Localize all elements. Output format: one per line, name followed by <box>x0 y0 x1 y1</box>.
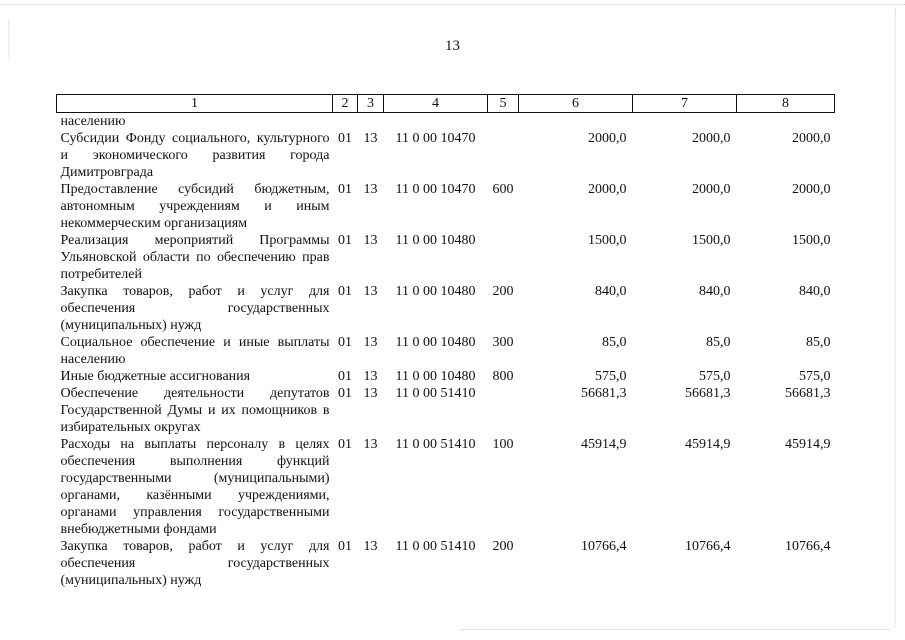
row-expense-type: 300 <box>492 335 514 350</box>
row-target-code: 11 0 00 10470 <box>395 182 476 197</box>
row-expense-type <box>488 385 519 436</box>
row-section: 01 <box>338 233 352 248</box>
row-subsection: 13 <box>363 539 378 554</box>
scan-edge-right <box>895 8 897 628</box>
table-row <box>57 283 835 334</box>
table-row <box>57 334 835 368</box>
row-subsection: 13 <box>363 131 378 146</box>
row-value-col8: 2000,0 <box>792 131 831 146</box>
row-value-col7: 85,0 <box>706 335 731 350</box>
table-row <box>57 385 835 436</box>
column-header-4: 4 <box>384 95 488 113</box>
row-target-code: 11 0 00 10470 <box>395 131 476 146</box>
row-section: 01 <box>338 335 352 350</box>
row-value-col6: 56681,3 <box>581 386 627 401</box>
row-name: Социальное обеспечение и иные выплаты населению <box>60 335 330 367</box>
row-value-col8: 85,0 <box>806 335 831 350</box>
row-value-col6 <box>519 113 633 131</box>
row-subsection: 13 <box>363 182 378 197</box>
row-target-code: 11 0 00 51410 <box>395 539 476 554</box>
row-subsection: 13 <box>363 369 378 384</box>
table-row <box>57 436 835 538</box>
row-expense-type: 200 <box>492 539 514 554</box>
row-value-col8: 1500,0 <box>792 233 831 248</box>
row-expense-type <box>488 113 519 131</box>
row-value-col8: 575,0 <box>799 369 831 384</box>
column-header-6: 6 <box>519 95 633 113</box>
row-target-code: 11 0 00 10480 <box>395 335 476 350</box>
row-section: 01 <box>338 284 352 299</box>
row-value-col6: 2000,0 <box>588 182 627 197</box>
row-target-code: 11 0 00 10480 <box>395 284 476 299</box>
row-expense-type: 100 <box>492 437 514 452</box>
row-name: Закупка товаров, работ и услуг для обеспечения государственных (муниципальных) нужд <box>60 539 330 588</box>
table-row <box>57 130 835 181</box>
row-expense-type: 600 <box>492 182 514 197</box>
table-row <box>57 113 835 131</box>
row-value-col6: 1500,0 <box>588 233 627 248</box>
budget-table <box>56 94 835 589</box>
row-expense-type: 800 <box>492 369 514 384</box>
row-value-col7: 56681,3 <box>685 386 731 401</box>
row-value-col7: 1500,0 <box>692 233 731 248</box>
row-value-col7 <box>633 113 737 131</box>
column-header-2: 2 <box>333 95 358 113</box>
row-value-col8: 45914,9 <box>785 437 831 452</box>
row-value-col7: 45914,9 <box>685 437 731 452</box>
row-value-col8: 56681,3 <box>785 386 831 401</box>
row-target-code: 11 0 00 10480 <box>395 233 476 248</box>
table-row <box>57 368 835 385</box>
row-expense-type <box>488 130 519 181</box>
row-section <box>333 113 358 131</box>
column-header-8: 8 <box>737 95 835 113</box>
row-value-col8 <box>737 113 835 131</box>
row-value-col7: 10766,4 <box>685 539 731 554</box>
row-section: 01 <box>338 182 352 197</box>
row-subsection: 13 <box>363 335 378 350</box>
table-row <box>57 232 835 283</box>
row-name: Закупка товаров, работ и услуг для обеспечения государственных (муниципальных) нужд <box>60 284 330 333</box>
column-header-1: 1 <box>57 95 333 113</box>
row-name: Субсидии Фонду социального, культурного и экономического развития города Димитровграда <box>60 131 330 180</box>
row-value-col7: 575,0 <box>699 369 731 384</box>
row-expense-type <box>488 232 519 283</box>
row-name: Реализация мероприятий Программы Ульяновской области по обеспечению прав потребителей <box>60 233 330 282</box>
scan-edge-top <box>0 4 905 6</box>
table-header-row <box>57 95 835 113</box>
table-row <box>57 181 835 232</box>
row-subsection: 13 <box>363 437 378 452</box>
column-header-7: 7 <box>633 95 737 113</box>
row-section: 01 <box>338 437 352 452</box>
row-value-col6: 840,0 <box>595 284 627 299</box>
table-row <box>57 538 835 589</box>
row-subsection: 13 <box>363 284 378 299</box>
row-value-col6: 575,0 <box>595 369 627 384</box>
column-header-5: 5 <box>488 95 519 113</box>
row-value-col6: 85,0 <box>602 335 627 350</box>
page-number: 13 <box>445 38 460 54</box>
row-value-col7: 2000,0 <box>692 131 731 146</box>
row-name: населению <box>60 114 126 129</box>
row-section: 01 <box>338 539 352 554</box>
row-value-col8: 10766,4 <box>785 539 831 554</box>
row-value-col7: 2000,0 <box>692 182 731 197</box>
row-value-col6: 45914,9 <box>581 437 627 452</box>
row-subsection: 13 <box>363 233 378 248</box>
row-target-code: 11 0 00 10480 <box>395 369 476 384</box>
scan-edge-bottom <box>460 629 890 631</box>
row-subsection <box>358 113 384 131</box>
column-header-3: 3 <box>358 95 384 113</box>
row-target-code <box>384 113 488 131</box>
row-value-col6: 10766,4 <box>581 539 627 554</box>
row-name: Расходы на выплаты персоналу в целях обеспечения выполнения функций государственными (муниципальными) органами, казёнными учреждениями, органами управления государственными внебюджетными фондами <box>60 437 330 537</box>
row-value-col8: 2000,0 <box>792 182 831 197</box>
row-section: 01 <box>338 369 352 384</box>
row-name: Иные бюджетные ассигнования <box>60 369 251 384</box>
row-subsection: 13 <box>363 386 378 401</box>
row-target-code: 11 0 00 51410 <box>395 386 476 401</box>
row-section: 01 <box>338 386 352 401</box>
row-expense-type: 200 <box>492 284 514 299</box>
row-value-col6: 2000,0 <box>588 131 627 146</box>
row-value-col8: 840,0 <box>799 284 831 299</box>
row-name: Предоставление субсидий бюджетным, автономным учреждениям и иным некоммерческим организациям <box>60 182 330 231</box>
row-target-code: 11 0 00 51410 <box>395 437 476 452</box>
row-name: Обеспечение деятельности депутатов Государственной Думы и их помощников в избирательных округах <box>60 386 330 435</box>
row-value-col7: 840,0 <box>699 284 731 299</box>
row-section: 01 <box>338 131 352 146</box>
